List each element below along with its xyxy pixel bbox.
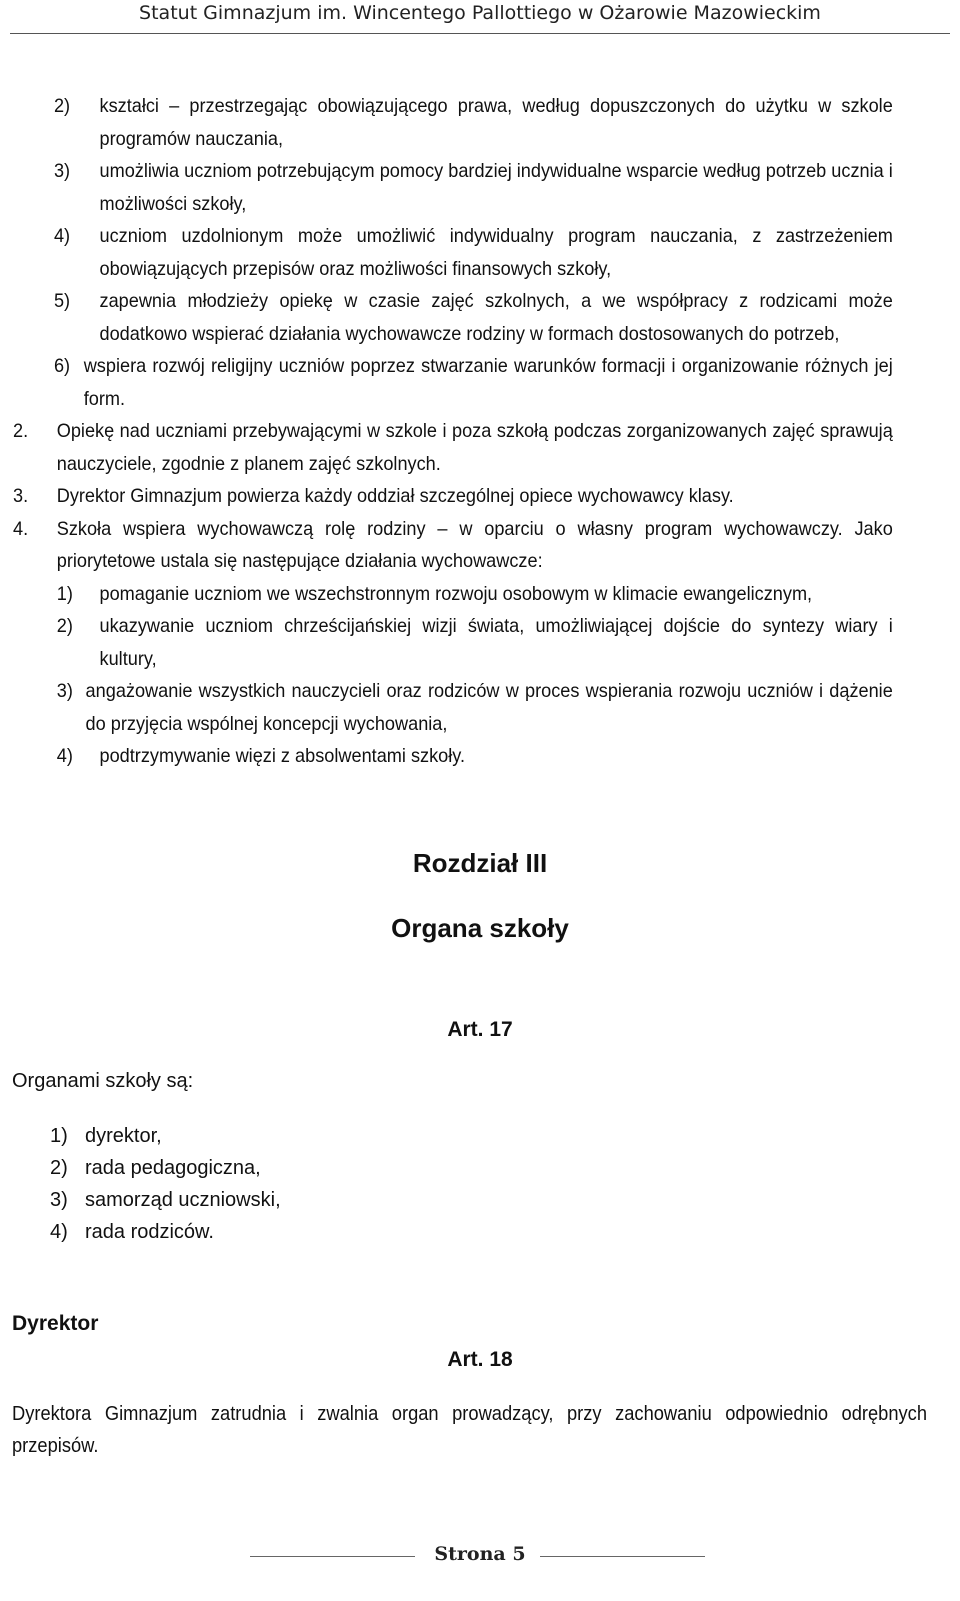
list-item xyxy=(0,350,893,415)
item-text: kształci – przestrzegając obowiązującego prawa, według dopuszczonych do użytku w szkole programów nauczania, xyxy=(99,95,893,150)
item-number: 4) xyxy=(53,225,71,247)
item-text: rada rodziców. xyxy=(85,1221,214,1243)
chapter-subtitle: Organa szkoły xyxy=(391,913,569,943)
item-text: zapewnia młodzieży opiekę w czasie zajęć szkolnych, a we współpracy z rodzicami może dodatkowo wspierać działania wychowawcze rodziny w formach dostosowanych do potrzeb, xyxy=(99,290,893,345)
paragraph-number: 2. xyxy=(13,420,29,442)
item-number: 5) xyxy=(53,290,71,312)
item-number: 4) xyxy=(50,1221,68,1243)
item-text: dyrektor, xyxy=(85,1125,162,1147)
item-number: 6) xyxy=(53,355,71,377)
list-item xyxy=(0,90,893,155)
document-body xyxy=(0,90,893,773)
item-text: podtrzymywanie więzi z absolwentami szkoły. xyxy=(99,745,466,767)
item-number: 2) xyxy=(56,615,73,637)
item-number: 2) xyxy=(50,1157,68,1179)
page-header xyxy=(0,0,960,36)
list-item xyxy=(0,220,893,285)
item-text: rada pedagogiczna, xyxy=(85,1157,261,1179)
organs-list xyxy=(0,1120,281,1248)
article-text: Dyrektora Gimnazjum zatrudnia i zwalnia organ prowadzący, przy zachowaniu odpowiednio odrębnych przepisów. xyxy=(12,1403,927,1457)
item-text: angażowanie wszystkich nauczycieli oraz rodziców w proces wspierania rozwoju uczniów i dążenie do przyjęcia wspólnej koncepcji wychowania, xyxy=(85,680,893,735)
list-item xyxy=(0,740,893,773)
item-text: samorząd uczniowski, xyxy=(85,1189,281,1211)
paragraph-text: Szkoła wspiera wychowawczą rolę rodziny – w oparciu o własny program wychowawczy. Jako priorytetowe ustala się następujące działania wychowawcze: xyxy=(56,517,893,572)
article-heading: Art. 17 xyxy=(447,1018,513,1041)
item-number: 3) xyxy=(56,680,73,702)
item-number: 1) xyxy=(56,582,73,605)
item-number: 4) xyxy=(56,745,73,767)
item-text: uczniom uzdolnionym może umożliwić indywidualny program nauczania, z zastrzeżeniem obowiązujących przepisów oraz możliwości finansowych szkoły, xyxy=(99,225,893,280)
list-item xyxy=(0,1184,281,1216)
chapter-title: Rozdział III xyxy=(412,848,548,878)
list-item xyxy=(0,1120,281,1152)
section-subheading: Dyrektor xyxy=(12,1312,99,1335)
item-text: wspiera rozwój religijny uczniów poprzez stwarzanie warunków formacji i organizowanie różnych jej form. xyxy=(83,355,893,410)
item-number: 3) xyxy=(53,160,71,182)
list-item xyxy=(0,675,893,740)
paragraph-number: 4. xyxy=(13,517,29,540)
list-item xyxy=(0,1152,281,1184)
list-item xyxy=(0,578,893,611)
list-item xyxy=(0,1216,281,1248)
article-heading: Art. 18 xyxy=(447,1348,513,1371)
paragraph-text: Dyrektor Gimnazjum powierza każdy oddział szczególnej opiece wychowawcy klasy. xyxy=(56,485,734,507)
paragraph xyxy=(0,415,893,480)
paragraph-number: 3. xyxy=(13,485,29,507)
item-text: pomaganie uczniom we wszechstronnym rozwoju osobowym w klimacie ewangelicznym, xyxy=(99,582,813,605)
header-divider xyxy=(10,33,950,34)
item-number: 1) xyxy=(50,1125,68,1147)
page-number: Strona 5 xyxy=(434,1543,526,1565)
list-item xyxy=(0,155,893,220)
list-item xyxy=(0,285,893,350)
item-number: 3) xyxy=(50,1189,68,1211)
paragraph xyxy=(0,513,893,578)
paragraph-text: Opiekę nad uczniami przebywającymi w szkole i poza szkołą podczas zorganizowanych zajęć sprawują nauczyciele, zgodnie z planem zajęć szkolnych. xyxy=(56,420,893,475)
item-number: 2) xyxy=(53,95,71,117)
header-title: Statut Gimnazjum im. Wincentego Pallottiego w Ożarowie Mazowieckim xyxy=(139,2,821,24)
item-text: ukazywanie uczniom chrześcijańskiej wizji świata, umożliwiającej dojście do syntezy wiary i kultury, xyxy=(99,615,893,670)
list-item xyxy=(0,610,893,675)
item-text: umożliwia uczniom potrzebującym pomocy bardziej indywidualne wsparcie według potrzeb ucznia i możliwości szkoły, xyxy=(99,160,893,215)
article-intro: Organami szkoły są: xyxy=(12,1070,194,1092)
paragraph xyxy=(0,480,893,513)
